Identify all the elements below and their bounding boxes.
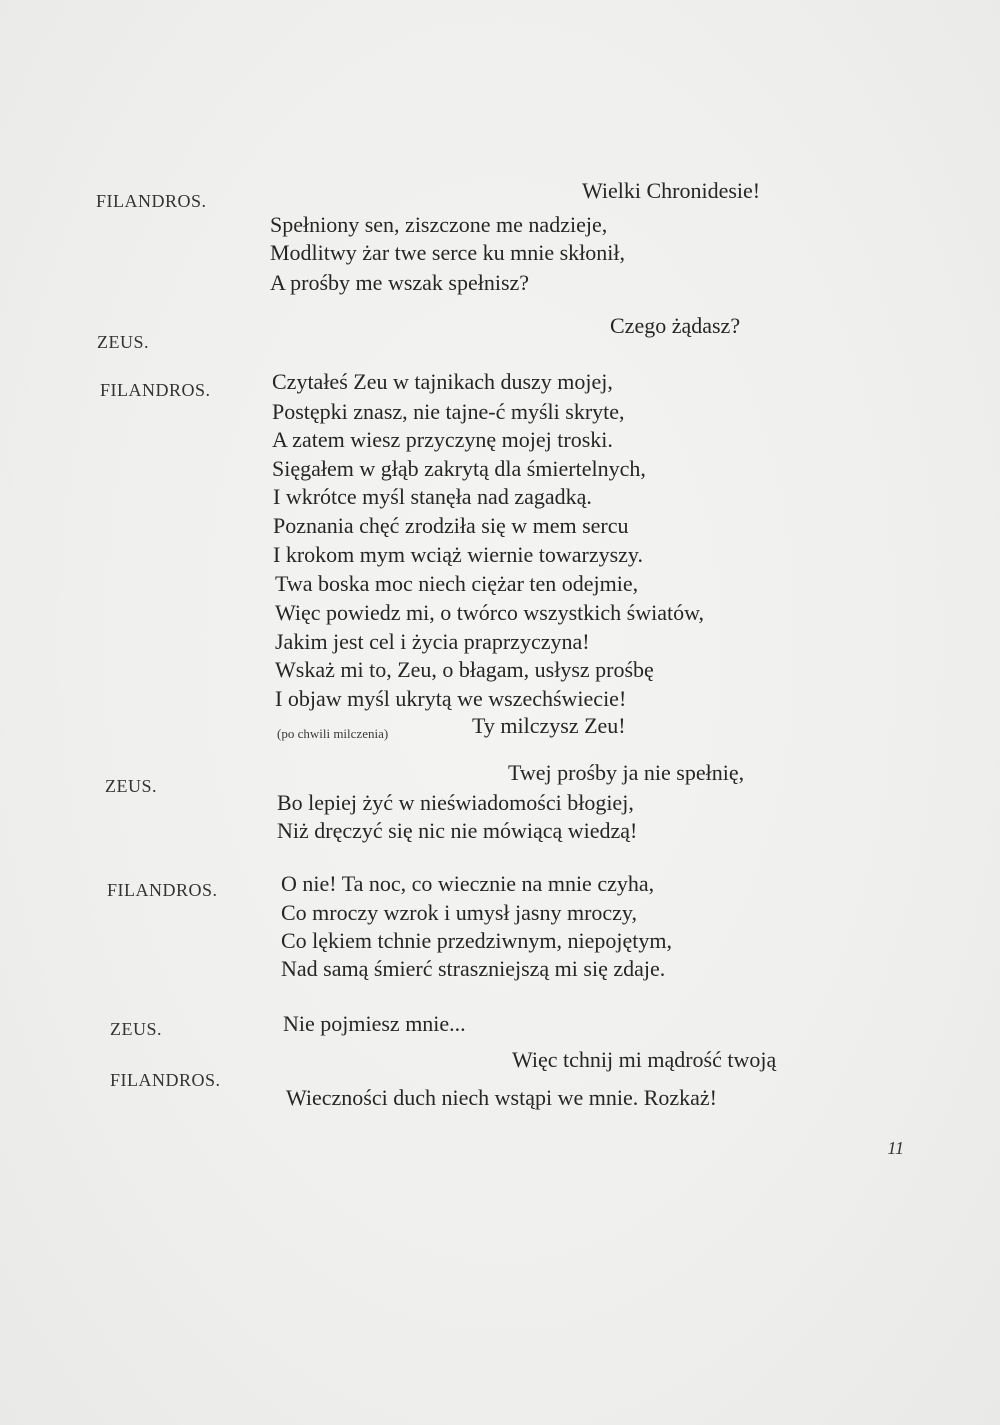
verse-line: Bo lepiej żyć w nieświadomości błogiej, [277, 790, 634, 815]
speaker-zeus: ZEUS. [105, 776, 157, 796]
verse-line: A prośby me wszak spełnisz? [270, 270, 530, 295]
verse-line: Spełniony sen, ziszczone me nadzieje, [270, 212, 608, 237]
verse-line: Co mroczy wzrok i umysł jasny mroczy, [281, 900, 637, 925]
speaker-zeus: ZEUS. [110, 1019, 162, 1039]
verse-line: I wkrótce myśl stanęła nad zagadką. [273, 484, 592, 509]
verse-line: Więc powiedz mi, o twórco wszystkich światów, [275, 600, 705, 625]
speaker-filandros: FILANDROS. [107, 880, 218, 900]
verse-line: I objaw myśl ukrytą we wszechświecie! [275, 686, 627, 711]
speaker-filandros: FILANDROS. [110, 1070, 221, 1090]
speaker-filandros: FILANDROS. [100, 380, 211, 400]
verse-line: Postępki znasz, nie tajne-ć myśli skryte, [272, 399, 625, 424]
speaker-filandros: FILANDROS. [96, 191, 207, 211]
page-number: 11 [887, 1138, 904, 1158]
verse-line: Modlitwy żar twe serce ku mnie skłonił, [270, 240, 625, 265]
verse-line: Ty milczysz Zeu! [472, 713, 626, 738]
verse-line: Sięgałem w głąb zakrytą dla śmiertelnych, [272, 456, 646, 481]
verse-line: Wieczności duch niech wstąpi we mnie. Rozkaż! [286, 1085, 718, 1110]
verse-line: Twa boska moc niech ciężar ten odejmie, [275, 571, 639, 596]
verse-line: I krokom mym wciąż wiernie towarzyszy. [273, 542, 644, 567]
verse-line: Więc tchnij mi mądrość twoją [512, 1047, 777, 1072]
verse-line: Czytałeś Zeu w tajnikach duszy mojej, [272, 369, 613, 394]
verse-line: Wielki Chronidesie! [582, 178, 761, 203]
verse-line: Wskaż mi to, Zeu, o błagam, usłysz prośbę [275, 657, 654, 682]
verse-line: Niż dręczyć się nic nie mówiącą wiedzą! [277, 818, 638, 843]
verse-line: Nie pojmiesz mnie... [283, 1011, 466, 1036]
speaker-zeus: ZEUS. [97, 332, 149, 352]
verse-line: A zatem wiesz przyczynę mojej troski. [272, 427, 613, 452]
verse-line: Czego żądasz? [610, 313, 741, 338]
verse-line: Jakim jest cel i życia praprzyczyna! [275, 629, 590, 654]
verse-line: O nie! Ta noc, co wiecznie na mnie czyha, [281, 871, 655, 896]
verse-line: Nad samą śmierć straszniejszą mi się zdaje. [281, 956, 666, 981]
verse-line: Co lękiem tchnie przedziwnym, niepojętym, [281, 928, 673, 953]
verse-line: Poznania chęć zrodziła się w mem sercu [273, 513, 629, 538]
stage-direction: (po chwili milczenia) [277, 726, 389, 741]
verse-line: Twej prośby ja nie spełnię, [508, 760, 745, 785]
